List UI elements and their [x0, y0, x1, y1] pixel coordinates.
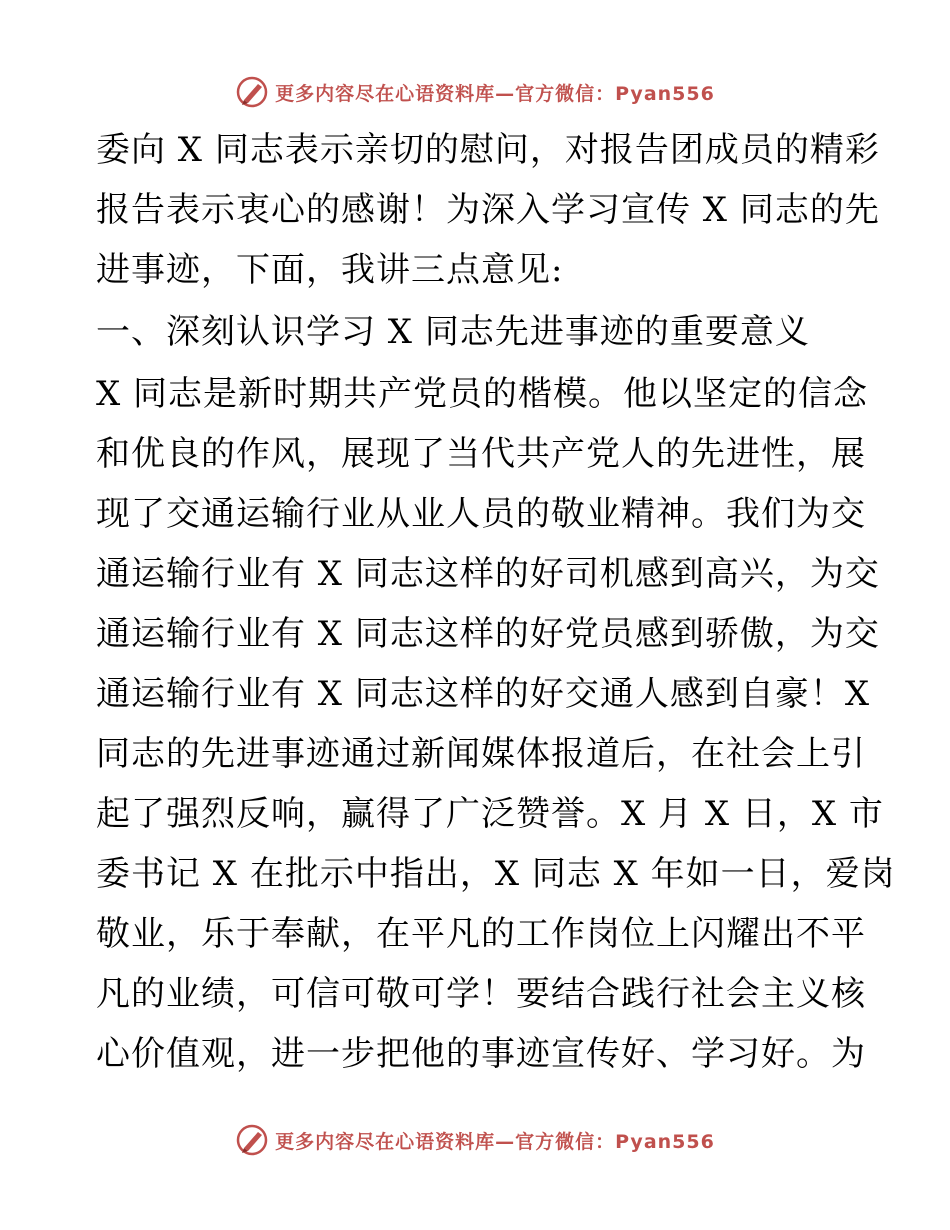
footer-banner-text: 更多内容尽在心语资料库—官方微信：Pyan556	[275, 1130, 715, 1153]
body-line: X 同志是新时期共产党员的楷模。他以坚定的信念	[96, 374, 869, 414]
pen-logo-icon	[235, 1123, 269, 1157]
body-line: 通运输行业有 X 同志这样的好司机感到高兴，为交	[96, 554, 880, 594]
body-line: 委向 X 同志表示亲切的慰问，对报告团成员的精彩	[96, 130, 880, 170]
body-line: 现了交通运输行业从业人员的敬业精神。我们为交	[96, 494, 866, 534]
header-banner-text: 更多内容尽在心语资料库—官方微信：Pyan556	[275, 82, 715, 105]
body-line: 和优良的作风，展现了当代共产党人的先进性，展	[96, 434, 866, 474]
pen-logo-icon	[235, 75, 269, 109]
body-line: 凡的业绩，可信可敬可学！要结合践行社会主义核	[96, 974, 866, 1014]
body-line: 通运输行业有 X 同志这样的好交通人感到自豪！X	[96, 674, 871, 714]
body-line: 起了强烈反响，赢得了广泛赞誉。X 月 X 日，X 市	[96, 794, 884, 834]
section-heading: 一、深刻认识学习 X 同志先进事迹的重要意义	[96, 312, 810, 352]
document-body	[96, 120, 896, 1084]
body-line: 通运输行业有 X 同志这样的好党员感到骄傲，为交	[96, 614, 880, 654]
body-line: 敬业，乐于奉献，在平凡的工作岗位上闪耀出不平	[96, 914, 866, 954]
body-line: 同志的先进事迹通过新闻媒体报道后，在社会上引	[96, 734, 866, 774]
body-line: 进事迹，下面，我讲三点意见:	[96, 250, 564, 290]
body-line: 委书记 X 在批示中指出，X 同志 X 年如一日，爱岗	[96, 854, 896, 894]
body-line: 心价值观，进一步把他的事迹宣传好、学习好。为	[96, 1034, 866, 1074]
header-banner	[0, 72, 950, 112]
body-line: 报告表示衷心的感谢！为深入学习宣传 X 同志的先	[96, 190, 880, 230]
footer-banner	[0, 1120, 950, 1160]
